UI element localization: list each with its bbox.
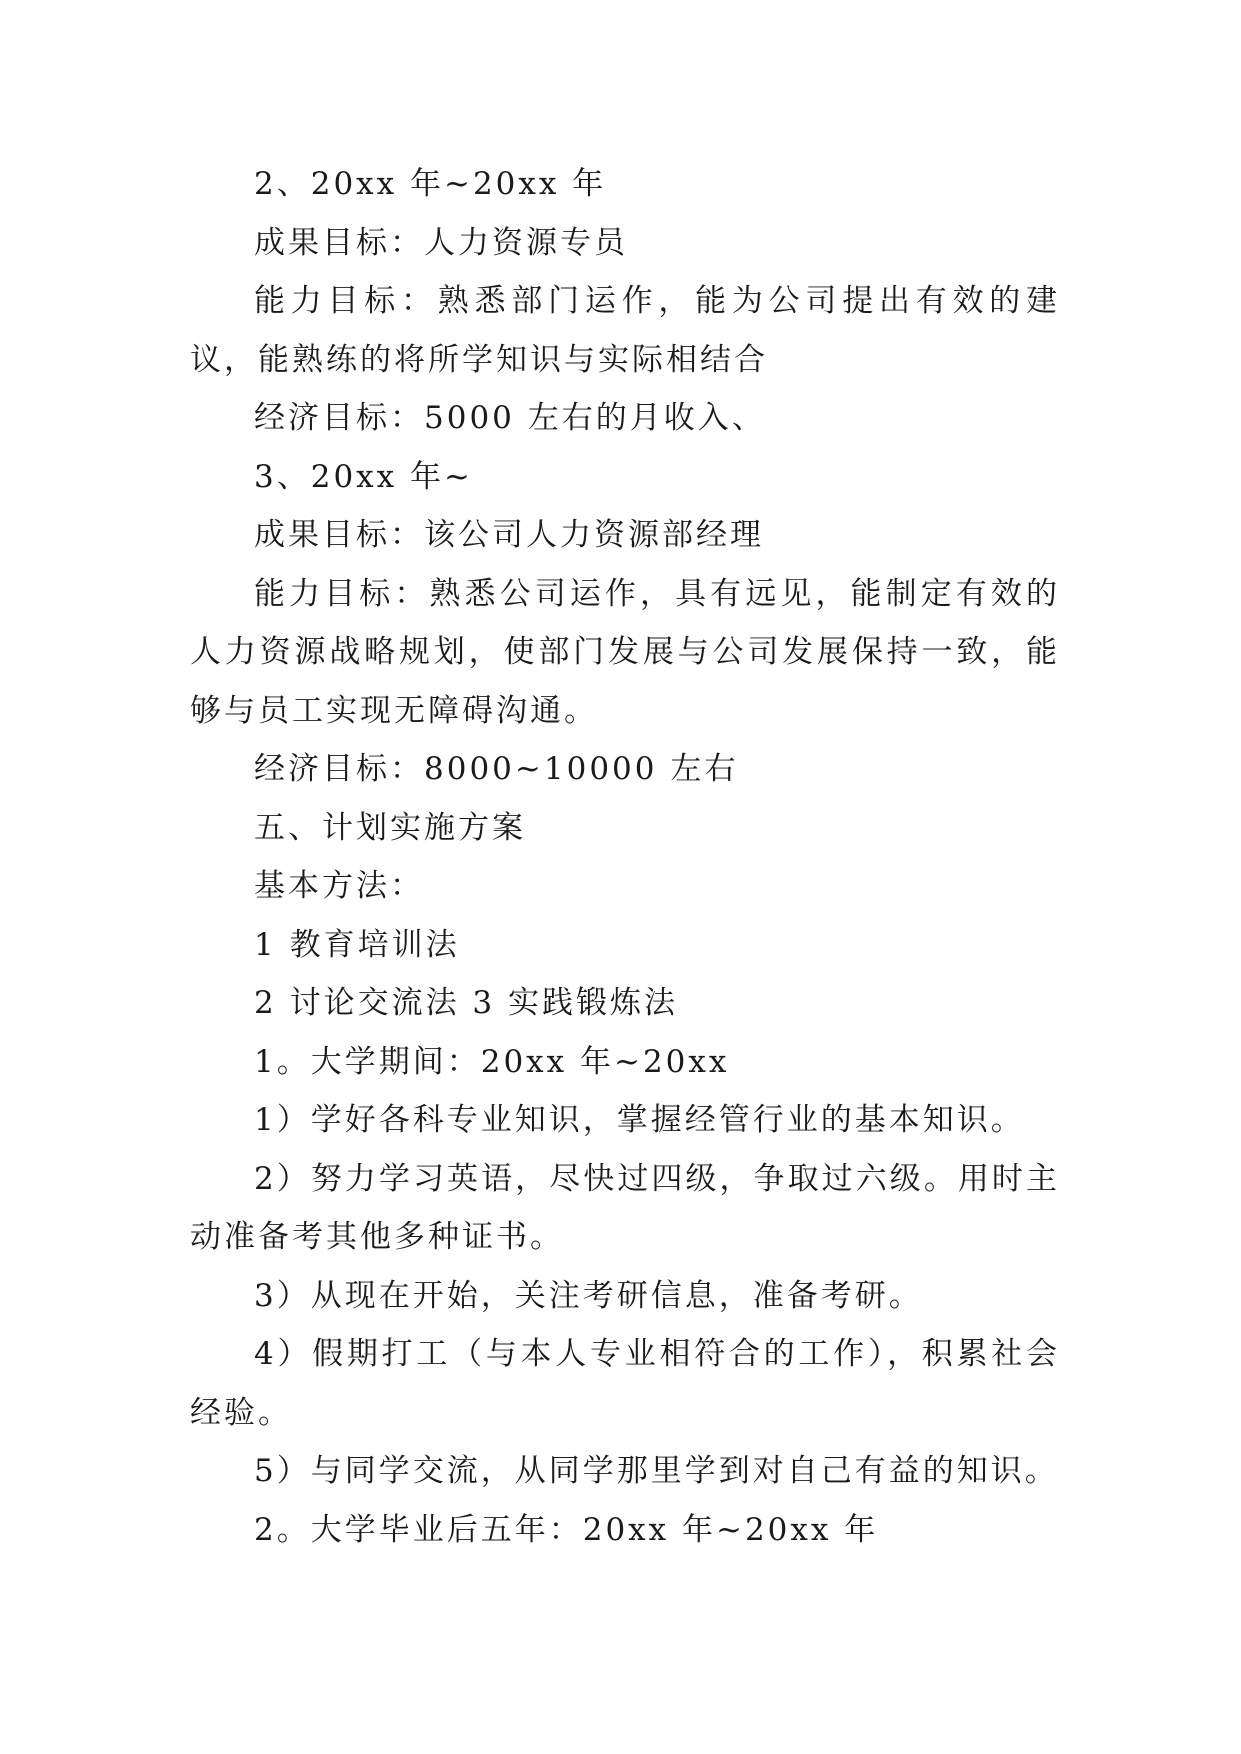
paragraph-3: 能力目标：熟悉部门运作，能为公司提出有效的建议，能熟练的将所学知识与实际相结合: [190, 283, 1060, 378]
paragraph-17: 4）假期打工（与本人专业相符合的工作），积累社会经验。: [190, 1336, 1060, 1431]
paragraph-12: 2 讨论交流法 3 实践锻炼法: [254, 985, 679, 1021]
paragraph-10: 基本方法：: [254, 868, 424, 904]
paragraph-18: 5）与同学交流，从同学那里学到对自己有益的知识。: [254, 1453, 1059, 1489]
paragraph-14: 1）学好各科专业知识，掌握经管行业的基本知识。: [254, 1102, 1025, 1138]
paragraph-4: 经济目标：5000 左右的月收入、: [254, 400, 766, 436]
paragraph-6: 成果目标：该公司人力资源部经理: [254, 517, 764, 553]
paragraph-15: 2）努力学习英语，尽快过四级，争取过六级。用时主动准备考其他多种证书。: [190, 1160, 1060, 1255]
paragraph-13: 1。大学期间：20xx 年~20xx: [254, 1043, 730, 1080]
document-body: [190, 155, 1060, 1559]
paragraph-11: 1 教育培训法: [254, 926, 460, 963]
paragraph-7: 能力目标：熟悉公司运作，具有远见，能制定有效的人力资源战略规划，使部门发展与公司发展保持一致，能够与员工实现无障碍沟通。: [190, 575, 1060, 729]
paragraph-1: 2、20xx 年~20xx 年: [254, 166, 607, 202]
paragraph-16: 3）从现在开始，关注考研信息，准备考研。: [254, 1277, 923, 1314]
paragraph-2: 成果目标：人力资源专员: [254, 224, 628, 261]
paragraph-19: 2。大学毕业后五年：20xx 年~20xx 年: [254, 1511, 879, 1548]
paragraph-8: 经济目标：8000~10000 左右: [254, 751, 739, 787]
section-heading: 五、计划实施方案: [254, 809, 526, 846]
paragraph-5: 3、20xx 年~: [254, 458, 473, 495]
